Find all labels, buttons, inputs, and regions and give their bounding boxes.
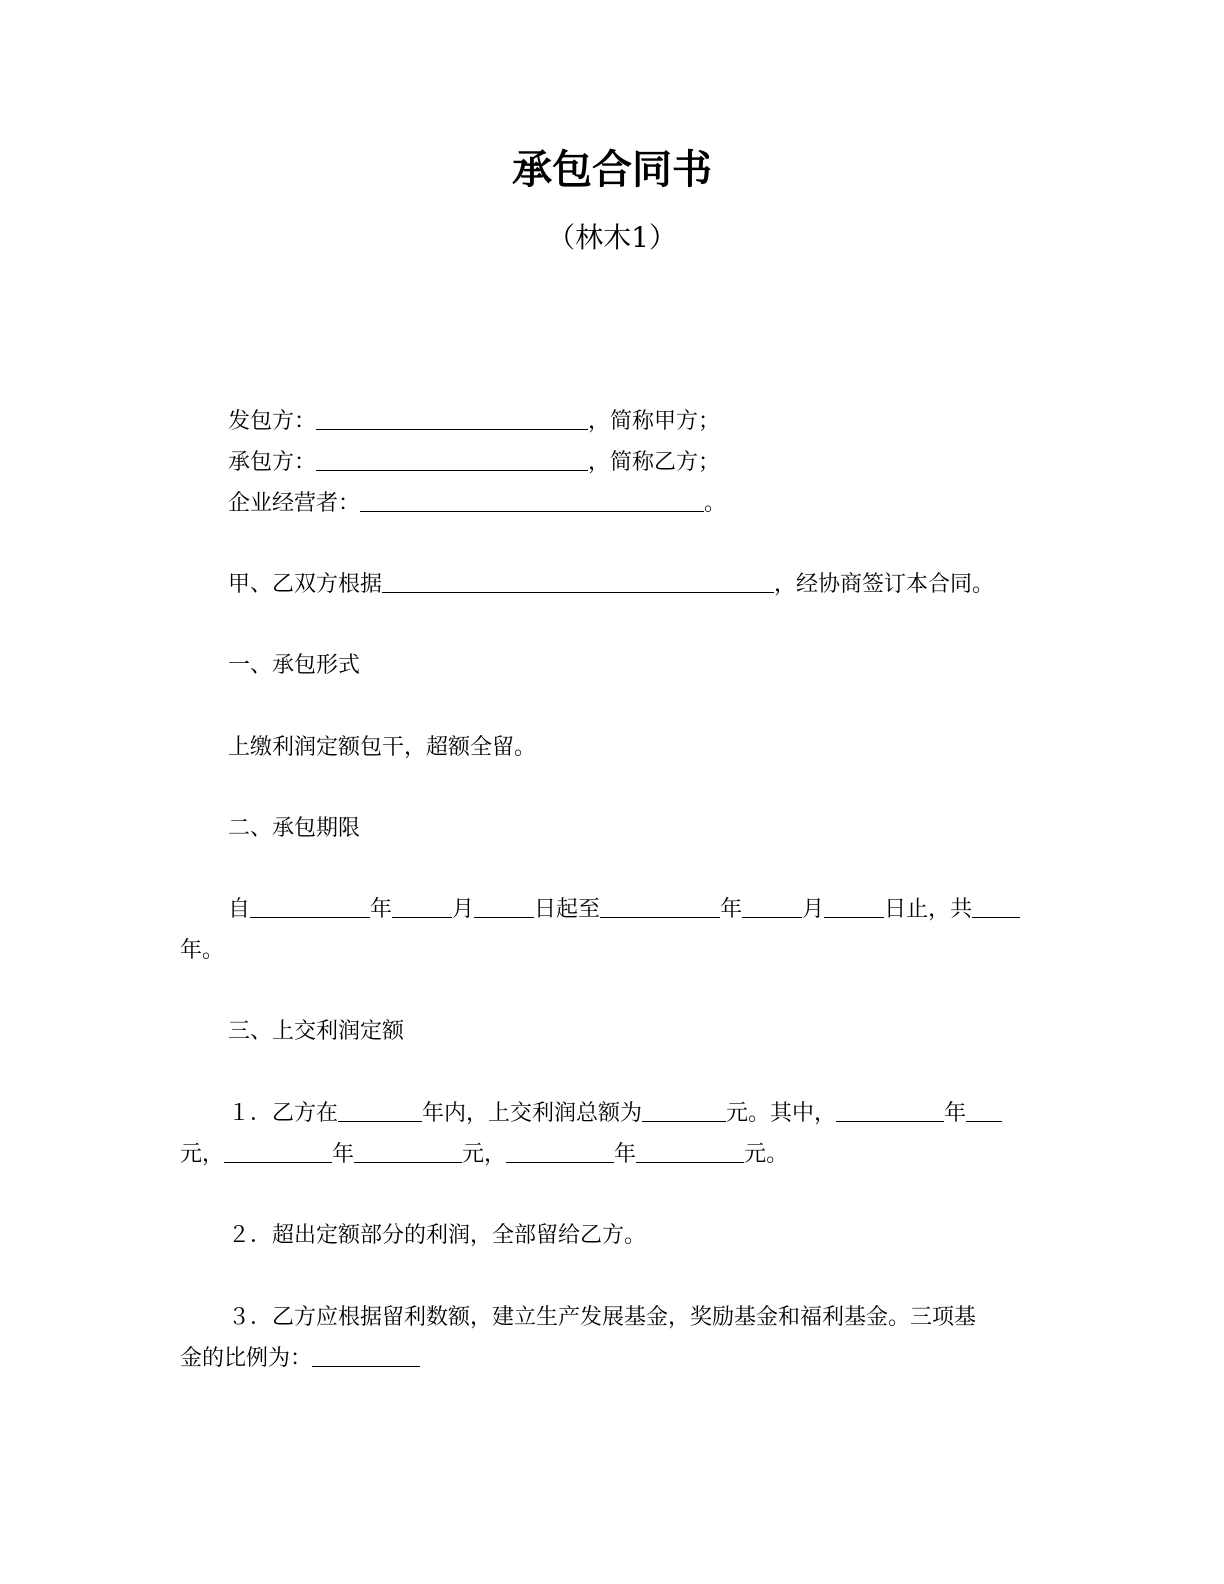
item2-number: ２． bbox=[228, 1223, 273, 1248]
term-year-label-2: 年 bbox=[720, 897, 743, 922]
employer-blank[interactable] bbox=[316, 403, 588, 430]
item1-total-blank[interactable] bbox=[642, 1095, 726, 1122]
end-year-blank[interactable] bbox=[600, 891, 720, 918]
employer-suffix: ，简称甲方； bbox=[588, 409, 721, 434]
section3-heading: 三、上交利润定额 bbox=[228, 1019, 405, 1044]
basis-line bbox=[180, 565, 1040, 605]
item1-amount2-blank[interactable] bbox=[354, 1136, 462, 1163]
item1-yuan-1: 元， bbox=[180, 1142, 225, 1167]
start-month-blank[interactable] bbox=[392, 891, 452, 918]
total-years-blank[interactable] bbox=[972, 891, 1020, 918]
item1-year2-blank[interactable] bbox=[224, 1136, 332, 1163]
item1-amount1-blank[interactable] bbox=[966, 1095, 1002, 1122]
contractor-line bbox=[180, 443, 1040, 483]
item1-yuan-3: 元。 bbox=[744, 1142, 789, 1167]
start-year-blank[interactable] bbox=[250, 891, 370, 918]
item3-text-cont: 金的比例为： bbox=[180, 1346, 313, 1371]
fund-ratio-blank[interactable] bbox=[312, 1340, 420, 1367]
item1-text-a: 乙方在 bbox=[272, 1101, 339, 1126]
section2-heading: 二、承包期限 bbox=[228, 816, 361, 841]
term-line-cont: 年。 bbox=[180, 938, 225, 963]
item3-text: 乙方应根据留利数额，建立生产发展基金，奖励基金和福利基金。三项基 bbox=[272, 1305, 977, 1330]
end-day-blank[interactable] bbox=[824, 891, 884, 918]
item1-year-label-3: 年 bbox=[614, 1142, 637, 1167]
item3-line-cont bbox=[180, 1339, 1040, 1379]
section1-heading: 一、承包形式 bbox=[228, 653, 361, 678]
employer-line bbox=[180, 402, 1040, 442]
item1-year-label: 年 bbox=[944, 1101, 967, 1126]
item1-line bbox=[180, 1094, 1040, 1134]
operator-line bbox=[180, 484, 1040, 524]
basis-prefix: 甲、乙双方根据 bbox=[228, 572, 383, 597]
term-year-label: 年 bbox=[370, 897, 393, 922]
item1-text-c: 元。其中， bbox=[726, 1101, 837, 1126]
term-day-to: 日止，共 bbox=[884, 897, 973, 922]
term-month-label: 月 bbox=[452, 897, 475, 922]
item1-year3-blank[interactable] bbox=[506, 1136, 614, 1163]
item1-number: １． bbox=[228, 1101, 273, 1126]
item2-text: 超出定额部分的利润，全部留给乙方。 bbox=[272, 1223, 647, 1248]
item1-years-blank[interactable] bbox=[338, 1095, 422, 1122]
basis-blank[interactable] bbox=[382, 566, 774, 593]
term-month-label-2: 月 bbox=[802, 897, 825, 922]
end-month-blank[interactable] bbox=[742, 891, 802, 918]
item1-yuan-2: 元， bbox=[462, 1142, 507, 1167]
item1-year-label-2: 年 bbox=[332, 1142, 355, 1167]
section1-body: 上缴利润定额包干，超额全留。 bbox=[228, 735, 537, 760]
item2-line bbox=[180, 1216, 1040, 1256]
contractor-label: 承包方： bbox=[228, 450, 317, 475]
contractor-suffix: ，简称乙方； bbox=[588, 450, 721, 475]
item1-text-b: 年内，上交利润总额为 bbox=[422, 1101, 643, 1126]
term-from: 自 bbox=[228, 897, 251, 922]
term-day-from: 日起至 bbox=[534, 897, 601, 922]
document-subtitle: （林木1） bbox=[547, 221, 677, 254]
start-day-blank[interactable] bbox=[474, 891, 534, 918]
term-line bbox=[180, 890, 1040, 930]
basis-suffix: ，经协商签订本合同。 bbox=[774, 572, 995, 597]
item1-year1-blank[interactable] bbox=[836, 1095, 944, 1122]
item1-amount3-blank[interactable] bbox=[636, 1136, 744, 1163]
item3-number: ３． bbox=[228, 1305, 273, 1330]
operator-suffix: 。 bbox=[704, 491, 727, 516]
item1-line-cont bbox=[180, 1135, 1040, 1175]
item3-line bbox=[180, 1298, 1040, 1338]
document-title: 承包合同书 bbox=[512, 147, 712, 193]
contractor-blank[interactable] bbox=[316, 444, 588, 471]
employer-label: 发包方： bbox=[228, 409, 317, 434]
operator-blank[interactable] bbox=[360, 485, 704, 512]
operator-label: 企业经营者： bbox=[228, 491, 361, 516]
